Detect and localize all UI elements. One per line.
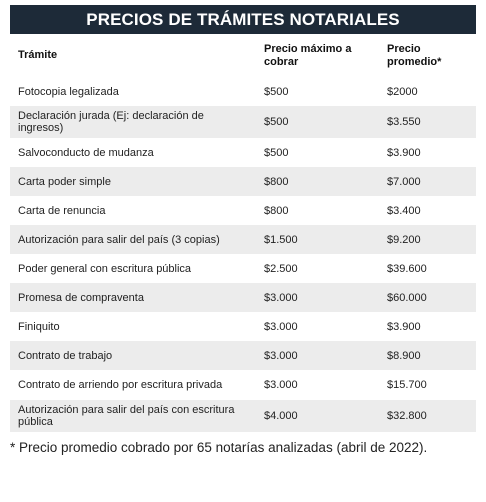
cell-tramite: Contrato de arriendo por escritura privada [10, 370, 254, 400]
cell-tramite: Promesa de compraventa [10, 283, 254, 312]
cell-tramite: Finiquito [10, 312, 254, 341]
cell-maximo: $500 [254, 77, 377, 106]
cell-tramite: Contrato de trabajo [10, 341, 254, 370]
cell-promedio: $7.000 [377, 167, 476, 196]
cell-maximo: $500 [254, 106, 377, 138]
cell-promedio: $9.200 [377, 225, 476, 254]
cell-tramite: Carta poder simple [10, 167, 254, 196]
cell-tramite: Fotocopia legalizada [10, 77, 254, 106]
table-row [10, 106, 476, 138]
table-row [10, 138, 476, 167]
table-row [10, 370, 476, 400]
cell-maximo: $3.000 [254, 341, 377, 370]
notarial-prices-table [10, 34, 476, 432]
cell-tramite: Autorización para salir del país (3 copias) [10, 225, 254, 254]
cell-promedio: $15.700 [377, 370, 476, 400]
cell-promedio: $3.900 [377, 312, 476, 341]
table-row [10, 400, 476, 432]
table-row [10, 225, 476, 254]
cell-maximo: $500 [254, 138, 377, 167]
table-title: PRECIOS DE TRÁMITES NOTARIALES [10, 5, 476, 34]
cell-tramite: Autorización para salir del país con escritura pública [10, 400, 254, 432]
table-row [10, 283, 476, 312]
cell-tramite: Carta de renuncia [10, 196, 254, 225]
table-header-row [10, 34, 476, 77]
cell-maximo: $2.500 [254, 254, 377, 283]
cell-maximo: $4.000 [254, 400, 377, 432]
cell-promedio: $2000 [377, 77, 476, 106]
table-row [10, 167, 476, 196]
cell-promedio: $60.000 [377, 283, 476, 312]
price-table-card [10, 5, 476, 432]
cell-promedio: $39.600 [377, 254, 476, 283]
cell-maximo: $3.000 [254, 283, 377, 312]
header-precio-promedio: Precio promedio* [377, 34, 476, 77]
cell-maximo: $800 [254, 167, 377, 196]
table-row [10, 312, 476, 341]
table-row [10, 254, 476, 283]
cell-maximo: $3.000 [254, 312, 377, 341]
cell-promedio: $8.900 [377, 341, 476, 370]
header-tramite: Trámite [10, 34, 254, 77]
cell-tramite: Salvoconducto de mudanza [10, 138, 254, 167]
cell-maximo: $800 [254, 196, 377, 225]
header-precio-maximo: Precio máximo a cobrar [254, 34, 377, 77]
cell-maximo: $1.500 [254, 225, 377, 254]
cell-promedio: $3.550 [377, 106, 476, 138]
cell-tramite: Poder general con escritura pública [10, 254, 254, 283]
cell-maximo: $3.000 [254, 370, 377, 400]
cell-promedio: $3.400 [377, 196, 476, 225]
table-row [10, 196, 476, 225]
cell-promedio: $32.800 [377, 400, 476, 432]
cell-promedio: $3.900 [377, 138, 476, 167]
footnote: * Precio promedio cobrado por 65 notarías analizadas (abril de 2022). [10, 440, 428, 455]
cell-tramite: Declaración jurada (Ej: declaración de ingresos) [10, 106, 254, 138]
table-row [10, 77, 476, 106]
table-row [10, 341, 476, 370]
